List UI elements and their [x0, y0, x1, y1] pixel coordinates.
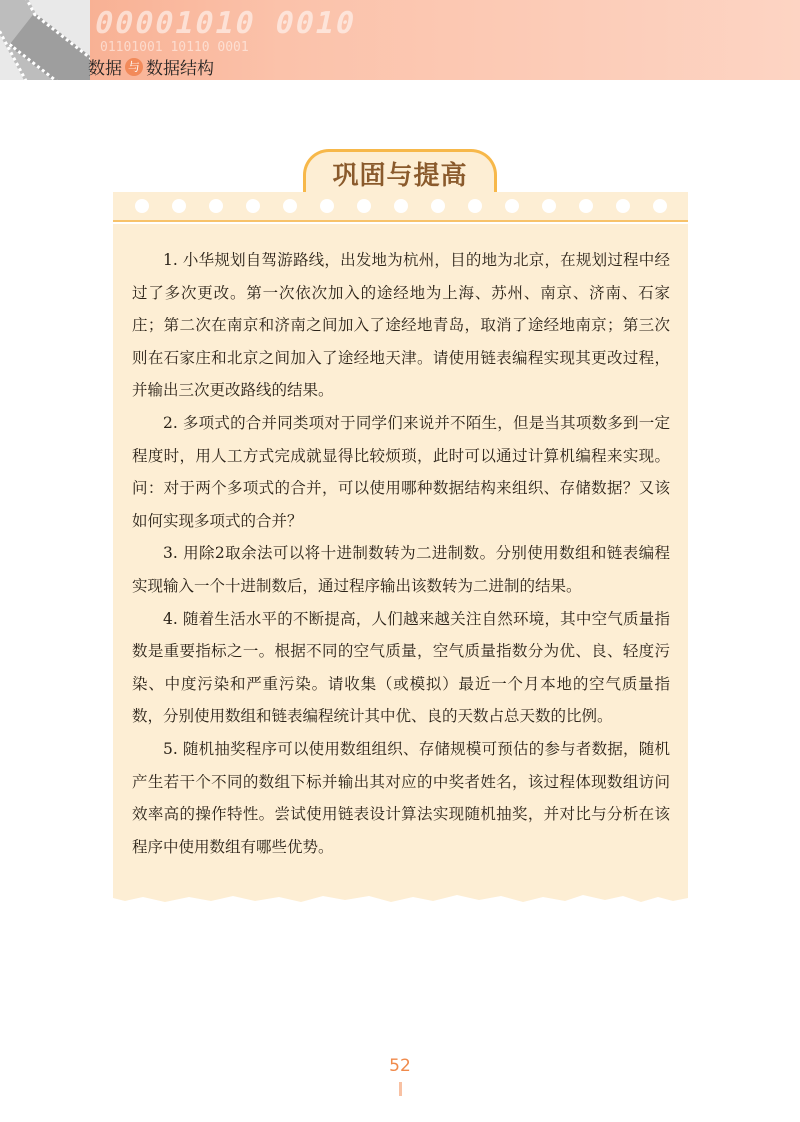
- dot-icon: [616, 199, 630, 213]
- exercise-item-5: 5. 随机抽奖程序可以使用数组组织、存储规模可预估的参与者数据，随机产生若干个不同的数组下标并输出其对应的中奖者姓名，该过程体现数组访问效率高的操作特性。尝试使用链表设计算法实现随机抽奖，并对比与分析在该程序中使用数组有哪些优势。: [132, 739, 670, 856]
- page-number: 52: [389, 1056, 411, 1076]
- exercise-item-2: 2. 多项式的合并同类项对于同学们来说并不陌生，但是当其项数多到一定程度时，用人工方式完成就显得比较烦琐，此时可以通过计算机编程来实现。问：对于两个多项式的合并，可以使用哪种数据结构来组织、存储数据？又该如何实现多项式的合并？: [132, 413, 670, 530]
- book-title-and-badge: 与: [125, 58, 143, 76]
- dot-icon: [246, 199, 260, 213]
- book-title: [88, 54, 214, 79]
- binary-decoration: 00001010 0010: [91, 6, 360, 41]
- dot-icon: [357, 199, 371, 213]
- dot-icon: [135, 199, 149, 213]
- section-title: 巩固与提高: [332, 161, 468, 191]
- exercise-item-3: 3. 用除2取余法可以将十进制数转为二进制数。分别使用数组和链表编程实现输入一个十进制数后，通过程序输出该数转为二进制的结果。: [132, 544, 670, 595]
- dot-icon: [209, 199, 223, 213]
- film-reel-decoration: [0, 0, 90, 80]
- dot-icon: [505, 199, 519, 213]
- dot-icon: [320, 199, 334, 213]
- exercise-item-4: 4. 随着生活水平的不断提高，人们越来越关注自然环境，其中空气质量指数是重要指标之一。根据不同的空气质量，空气质量指数分为优、良、轻度污染、中度污染和严重污染。请收集（或模拟）最近一个月本地的空气质量指数，分别使用数组和链表编程统计其中优、良的天数占总天数的比例。: [132, 609, 670, 726]
- section-title-tab: [303, 149, 497, 195]
- dot-icon: [653, 199, 667, 213]
- exercise-item-1: 1. 小华规划自驾游路线，出发地为杭州，目的地为北京，在规划过程中经过了多次更改。第一次依次加入的途经地为上海、苏州、南京、济南、石家庄；第二次在南京和济南之间加入了途经地青岛，取消了途经地南京；第三次则在石家庄和北京之间加入了途经地天津。请使用链表编程实现其更改过程，并输出三次更改路线的结果。: [132, 251, 670, 400]
- exercise-list: [132, 244, 670, 863]
- dot-icon: [431, 199, 445, 213]
- dot-icon: [172, 199, 186, 213]
- dot-icon: [394, 199, 408, 213]
- dot-icon: [468, 199, 482, 213]
- book-title-left: 数据: [88, 59, 122, 79]
- torn-paper-edge: [113, 884, 688, 910]
- page-header: [0, 0, 800, 80]
- dot-icon: [283, 199, 297, 213]
- card-dot-strip: [113, 192, 688, 222]
- page-number-tick: [399, 1082, 402, 1096]
- binary-decoration-small: 01101001 10110 0001: [100, 40, 249, 55]
- dot-icon: [579, 199, 593, 213]
- book-title-right: 数据结构: [146, 59, 214, 79]
- dot-icon: [542, 199, 556, 213]
